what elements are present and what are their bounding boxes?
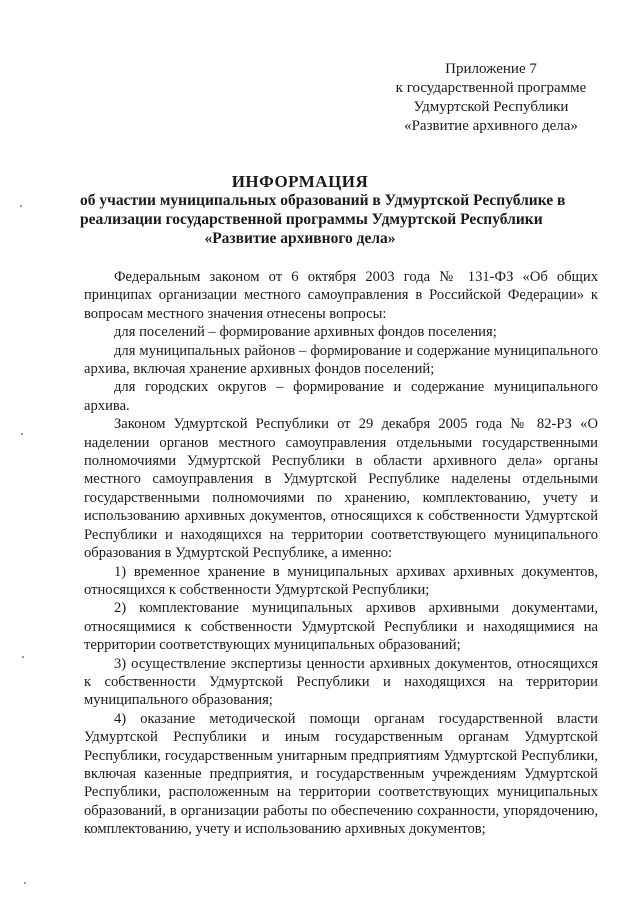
title-line: об участии муниципальных образований в Удмуртской Республике в (80, 192, 566, 209)
body-paragraph: Законом Удмуртской Республики от 29 декабря 2005 года № 82-РЗ «О наделении органов местного самоуправления отдельными государственными полномочиями Удмуртской Республики в области архивного дела» органы местного самоуправления в Удмуртской Республике наделены отдельными государственными полномочиями по хранению, комплектованию, учету и использованию архивных документов, относящихся к собственности Удмуртской Республики и находящихся на территории соответствующего муниципального образования в Удмуртской Республике, а именно: (84, 416, 598, 562)
scan-dot (22, 656, 24, 658)
scan-dot (21, 433, 23, 435)
body-paragraph: для поселений – формирование архивных фондов поселения; (114, 324, 497, 341)
scan-dot (20, 205, 22, 207)
body-paragraph: для муниципальных районов – формирование и содержание муниципального архива, включая хранение архивных фондов поселений; (84, 342, 598, 378)
title-heading: ИНФОРМАЦИЯ (231, 172, 369, 191)
appendix-block (360, 60, 622, 136)
body-paragraph: 4) оказание методической помощи органам государственной власти Удмуртской Республики и иным государственным органам Удмуртской Республики, государственным унитарным предприятиям Удмуртской Республики, включая казенные предприятия, и государственным учреждениям Удмуртской Республики, расположенным на территории соответствующих муниципальных образований, в организации работы по обеспечению сохранности, упорядочению, комплектованию, учету и использованию архивных документов; (84, 710, 598, 838)
body-paragraph: 3) осуществление экспертизы ценности архивных документов, относящихся к собственности Удмуртской Республики и находящихся на территории муниципального образования; (84, 655, 598, 709)
document-body (84, 268, 598, 839)
scan-dot (24, 882, 26, 884)
title-line: реализации государственной программы Удмуртской Республики (80, 211, 543, 228)
body-paragraph: Федеральным законом от 6 октября 2003 года № 131-ФЗ «Об общих принципах организации местного самоуправления в Российской Федерации» к вопросам местного значения отнесены вопросы: (84, 269, 598, 322)
title-line: «Развитие архивного дела» (204, 230, 396, 247)
body-paragraph: 1) временное хранение в муниципальных архивах архивных документов, относящихся к собственности Удмуртской Республики; (84, 563, 598, 598)
document-title (80, 172, 566, 248)
body-paragraph: 2) комплектование муниципальных архивов архивными документами, относящимися к собственности Удмуртской Республики и находящимися на территории соответствующих муниципальных образований; (84, 600, 598, 654)
body-paragraph: для городских округов – формирование и содержание муниципального архива. (84, 379, 598, 414)
appendix-line: Приложение 7 (445, 61, 537, 77)
appendix-line: Удмуртской Республики (413, 99, 569, 115)
appendix-line: «Развитие архивного дела» (404, 118, 578, 134)
appendix-line: к государственной программе (395, 80, 587, 96)
